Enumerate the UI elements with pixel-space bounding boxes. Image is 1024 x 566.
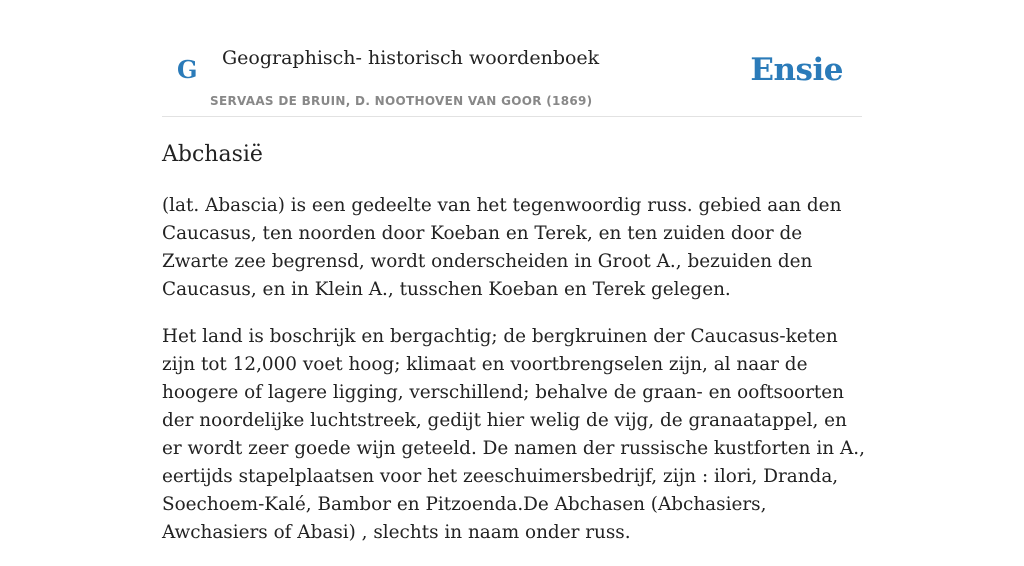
book-letter-link[interactable]: G [177,55,198,84]
book-header [162,0,862,117]
ensie-logo[interactable]: Ensie [750,52,843,88]
entry-paragraph: (lat. Abascia) is een gedeelte van het tegenwoordig russ. gebied aan den Caucasus, ten noorden door Koeban en Terek, en ten zuiden door de Zwarte zee begrensd, wordt onderscheiden in Groot A., bezuiden den Caucasus, en in Klein A., tusschen Koeban en Terek gelegen. [162,195,842,300]
entry-body [162,192,867,566]
entry-title: Abchasië [162,142,263,167]
book-author: SERVAAS DE BRUIN, D. NOOTHOVEN VAN GOOR (1869) [210,94,593,108]
entry-paragraph: Het land is boschrijk en bergachtig; de bergkruinen der Caucasus-keten zijn tot 12,000 voet hoog; klimaat en voortbrengselen zijn, al naar de hoogere of lagere ligging, verschillend; behalve de graan- en ooftsoorten der noordelijke luchtstreek, gedijt hier welig de vijg, de granaatappel, en er wordt zeer goede wijn geteeld. De namen der russische kustforten in A., eertijds stapelplaatsen voor het zeeschuimersbedrijf, zijn : ilori, Dranda, Soechoem-Kalé, Bambor en Pitzoenda.De Abchasen (Abchasiers, Awchasiers of Abasi) , slechts in naam onder russ. [162,326,865,543]
book-title-link[interactable]: Geographisch- historisch woordenboek [222,47,600,69]
